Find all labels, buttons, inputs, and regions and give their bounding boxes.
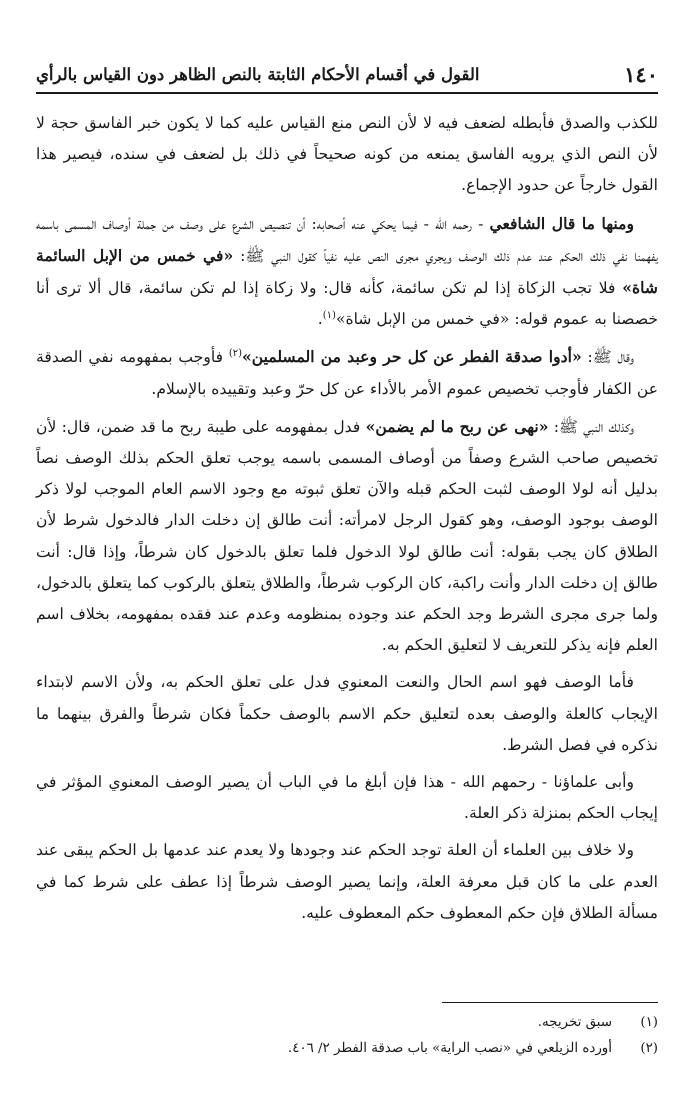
footnotes [36,1010,658,1062]
page-header [36,58,658,90]
paragraph-7: ولا خلاف بين العلماء أن العلة توجد الحكم عند وجودها ولا يعدم عند عدمها بل الحكم يبقى عند العدم على ما كان قبل معرفة العلة، وإنما يصير الوصف شرطاً إذا عطف على شرط كما في مسألة الطلاق فإن حكم المعطوف حكم المعطوف عليه. [36,841,658,922]
footnote-ref-1: (١) [322,310,336,322]
footnote-2 [36,1036,658,1062]
running-title: القول في أقسام الأحكام الثابتة بالنص الظاهر دون القياس بالرأي [36,64,480,84]
header-rule [36,92,658,94]
paragraph-2: ومنها ما قال الشافعي - رحمه الله - فيما يحكي عنه أصحابه: أن تنصيص الشرع على وصف من جملة أوصاف المسمى باسمه يفهمنا نفي ذلك الحكم عند عدم ذلك الوصف ويجري مجرى النص عليه نفياً كقول النبي ﷺ: «في خمس من الإبل السائمة شاة» فلا تجب الزكاة إذا لم تكن سائمة، كأنه قال: ولا زكاة إذا لم تكن سائمة، قال ألا ترى أنا خصصنا به عموم قوله: «في خمس من الإبل شاة»$^{(١)}$. [36,213,658,329]
paragraph-2-lead: ومنها ما قال الشافعي [489,213,634,233]
paragraph-2-text-b: فلا تجب الزكاة إذا لم تكن سائمة، كأنه قال: ولا زكاة إذا لم تكن سائمة، قال ألا ترى أنا خصصنا به عموم قوله: «في خمس من الإبل شاة» [36,279,658,329]
paragraph-3-text-a: وقال ﷺ: [581,348,635,367]
paragraph-6: وأبى علماؤنا - رحمهم الله - هذا فإن أبلغ ما في الباب أن يصير الوصف المعنوي المؤثر في إيجاب الحكم بمنزلة ذكر العلة. [36,773,658,823]
paragraph-1: للكذب والصدق فأبطله لضعف فيه لا لأن النص منع القياس عليه كما لا يكون خبر الفاسق حجة لا لأن النص الذي يرويه الفاسق يمنعه من كونه صحيحاً في ذلك بل لضعف في سنده، فيصير هذا القول خارجاً عن حدود الإجماع. [36,114,658,195]
footnote-number: (١) [640,1015,658,1030]
page-number: ١٤٠ [624,61,658,87]
paragraph-3 [36,341,658,404]
paragraph-4-text-a: وكذلك النبي ﷺ: [548,417,634,436]
footnote-rule [442,1002,658,1003]
paragraph-5: فأما الوصف فهو اسم الحال والنعت المعنوي فدل على تعلق الحكم به، ولأن الاسم لابتداء الإيجاب كالعلة والوصف بعده لتعليق حكم الاسم بالوصف حكماً فكان شرطاً والفرق بينهما ما نذكره في فصل الشرط. [36,673,658,754]
body-text [36,108,658,929]
footnote-text: أورده الزيلعي في «نصب الراية» باب صدقة الفطر ٢/ ٤٠٦. [287,1041,612,1056]
paragraph-4 [36,411,658,662]
hadith-quote-1: «في خمس من الإبل السائمة شاة» [36,245,658,298]
paragraph-3-text-b: فأوجب بمفهومه نفي الصدقة عن الكفار فأوجب تخصيص عموم الأمر بالأداء عن كل حرّ وعبد وتقييده بالإسلام. [36,348,658,398]
paragraph-4-text-b: فدل بمفهومه على طيبة ربح ما قد ضمن، قال: لأن تخصيص صاحب الشرع وصفاً من أوصاف المسمى باسمه يوجب تعلق الحكم بذلك الوصف نصاً بدليل أنه لولا الوصف لثبت الحكم قبله والآن تعلق ثبوته مع وجود الاسم العام الموجب لولا ذكر الوصف بوجود الوصف، وهو كقول الرجل لامرأته: أنت طالق إن دخلت الدار فالدخول شرط لأن الطلاق كان يجب بقوله: أنت طالق لولا الدخول فلما تعلق بالدخول كان شرطاً، وإذا قال: أنت طالق إن دخلت الدار وأنت راكبة، كان الركوب شرطاً، والطلاق يتعلق بالركوب كما يتعلق بالدخول، ولما جرى مجرى الشرط وجد الحكم عند وجوده بمنظومه وعدم عند فقده بمفهومه، بخلاف اسم العلم فإنه يذكر للتعريف لا لتعليق الحكم به. [36,417,658,655]
footnote-text: سبق تخريجه. [537,1015,612,1030]
footnote-ref-2: (٢) [228,348,243,360]
paragraph-2-text-a: - رحمه الله - فيما يحكي عنه أصحابه: أن تنصيص الشرع على وصف من جملة أوصاف المسمى باسمه يفهمنا نفي ذلك الحكم عند عدم ذلك الوصف ويجري مجرى النص عليه نفياً كقول النبي ﷺ: [36,214,658,265]
footnote-1 [36,1010,658,1036]
hadith-quote-2: «أدوا صدقة الفطر عن كل حر وعبد من المسلمين» [242,347,582,367]
hadith-quote-3: «نهى عن ربح ما لم يضمن» [365,416,549,436]
footnote-number: (٢) [640,1041,658,1056]
